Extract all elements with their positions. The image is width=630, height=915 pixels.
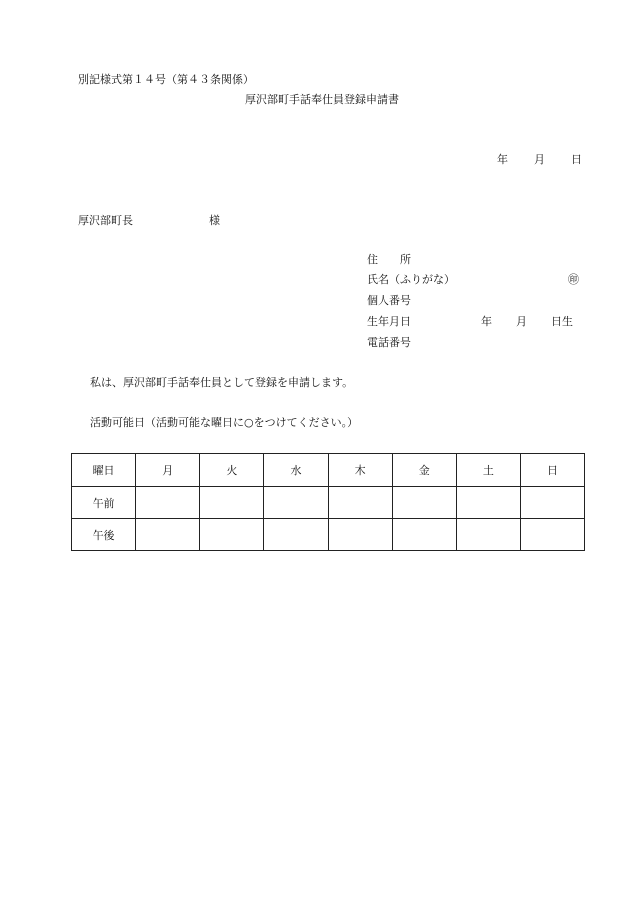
- id-number-field: [367, 294, 411, 308]
- day-header-fri: 金: [392, 454, 456, 487]
- id-number-label: 個人番号: [367, 294, 411, 307]
- phone-label: 電話番号: [367, 336, 411, 349]
- addressee-honorific: 様: [209, 214, 220, 227]
- birthdate-field: [367, 315, 573, 329]
- cell-morning-tue[interactable]: [200, 487, 264, 519]
- name-field: [367, 273, 579, 287]
- birth-year-label: 年: [481, 315, 492, 328]
- table-header-row: [72, 454, 585, 487]
- address-label-part-1: 住: [367, 253, 378, 266]
- day-header-thu: 木: [328, 454, 392, 487]
- day-header-sat: 土: [456, 454, 520, 487]
- cell-morning-sat[interactable]: [456, 487, 520, 519]
- birthdate-label: 生年月日: [367, 315, 411, 328]
- table-header-corner: 曜日: [72, 454, 136, 487]
- birth-day-label: 日生: [551, 315, 573, 328]
- day-header-sun: 日: [520, 454, 584, 487]
- phone-field: [367, 336, 411, 350]
- table-row-afternoon: [72, 519, 585, 551]
- application-date-line: [497, 153, 582, 167]
- cell-afternoon-wed[interactable]: [264, 519, 328, 551]
- cell-morning-wed[interactable]: [264, 487, 328, 519]
- birth-month-label: 月: [516, 315, 527, 328]
- day-header-mon: 月: [136, 454, 200, 487]
- cell-afternoon-fri[interactable]: [392, 519, 456, 551]
- cell-afternoon-sat[interactable]: [456, 519, 520, 551]
- row-label-afternoon: 午後: [72, 519, 136, 551]
- name-label: 氏名（ふりがな）: [367, 273, 455, 286]
- cell-afternoon-mon[interactable]: [136, 519, 200, 551]
- row-label-morning: 午前: [72, 487, 136, 519]
- declaration-text: 私は、厚沢部町手話奉仕員として登録を申請します。: [90, 376, 354, 389]
- day-header-tue: 火: [200, 454, 264, 487]
- table-row-morning: [72, 487, 585, 519]
- cell-afternoon-sun[interactable]: [520, 519, 584, 551]
- address-field: [367, 253, 411, 267]
- addressee: [78, 214, 220, 228]
- date-year-label: 年: [497, 153, 508, 166]
- availability-note: 活動可能日（活動可能な曜日に○をつけてください。）: [90, 416, 359, 429]
- addressee-name: 厚沢部町長: [78, 214, 133, 227]
- day-header-wed: 水: [264, 454, 328, 487]
- cell-morning-mon[interactable]: [136, 487, 200, 519]
- document-title: 厚沢部町手話奉仕員登録申請書: [245, 93, 399, 106]
- date-day-label: 日: [571, 153, 582, 166]
- cell-morning-thu[interactable]: [328, 487, 392, 519]
- cell-afternoon-tue[interactable]: [200, 519, 264, 551]
- address-label-part-2: 所: [400, 253, 411, 266]
- availability-table: [71, 453, 585, 551]
- date-month-label: 月: [534, 153, 545, 166]
- form-number: 別記様式第１４号（第４３条関係）: [78, 73, 254, 86]
- seal-mark: ㊞: [568, 273, 579, 286]
- cell-afternoon-thu[interactable]: [328, 519, 392, 551]
- cell-morning-fri[interactable]: [392, 487, 456, 519]
- cell-morning-sun[interactable]: [520, 487, 584, 519]
